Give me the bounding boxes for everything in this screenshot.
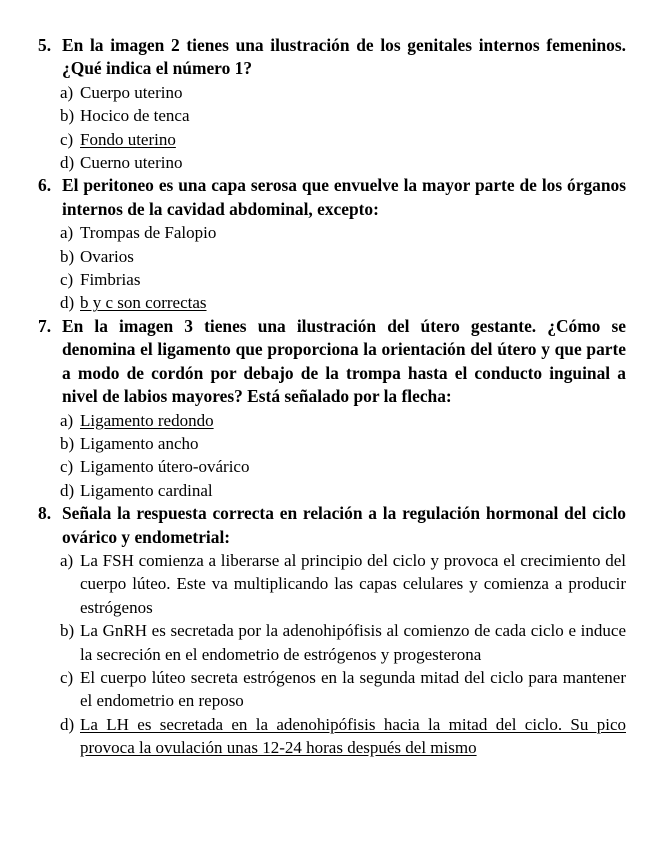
option-text: Ovarios	[80, 246, 134, 266]
option-text-correct: Ligamento redondo	[80, 410, 214, 430]
option-a	[38, 409, 626, 432]
option-letter: b)	[60, 106, 75, 126]
option-letter: d)	[60, 480, 75, 500]
option-letter: c)	[60, 129, 74, 149]
option-a	[38, 549, 626, 619]
option-b	[38, 432, 626, 455]
question-5	[38, 34, 626, 174]
option-text-correct: La LH es secretada en la adenohipófisis hacia la mitad del ciclo. Su pico provoca la ovulación unas 12-24 horas después del mismo	[80, 714, 626, 758]
question-text: En la imagen 2 tienes una ilustración de los genitales internos femeninos. ¿Qué indica el número 1?	[62, 35, 626, 79]
option-list	[38, 549, 626, 760]
option-text: Cuerpo uterino	[80, 82, 183, 102]
question-number: 8.	[38, 503, 52, 524]
option-letter: c)	[60, 667, 74, 687]
option-text-correct: b y c son correctas	[80, 293, 207, 313]
option-c	[38, 268, 626, 291]
option-text: La FSH comienza a liberarse al principio del ciclo y provoca el crecimiento del cuerpo lúteo. Este va multiplicando las capas celulares y comienza a producir estrógenos	[80, 550, 626, 617]
question-number: 7.	[38, 315, 52, 336]
option-letter: a)	[60, 82, 74, 102]
option-letter: d)	[60, 153, 75, 173]
option-text: Ligamento útero-ovárico	[80, 457, 250, 477]
option-text: El cuerpo lúteo secreta estrógenos en la segunda mitad del ciclo para mantener el endometrio en reposo	[80, 667, 626, 711]
option-b	[38, 245, 626, 268]
option-letter: a)	[60, 223, 74, 243]
question-8	[38, 502, 626, 759]
question-6-stem	[38, 174, 626, 221]
question-number: 5.	[38, 35, 52, 55]
option-d	[38, 713, 626, 760]
option-letter: b)	[60, 246, 75, 266]
question-text: Señala la respuesta correcta en relación a la regulación hormonal del ciclo ovárico y endometrial:	[62, 503, 626, 547]
option-c	[38, 128, 626, 151]
option-letter: b)	[60, 621, 75, 641]
option-text: Ligamento cardinal	[80, 480, 213, 500]
option-letter: c)	[60, 270, 74, 290]
option-text: Ligamento ancho	[80, 433, 199, 453]
option-letter: a)	[60, 410, 74, 430]
question-8-stem	[38, 502, 626, 549]
option-text-correct: Fondo uterino	[80, 129, 176, 149]
question-5-stem	[38, 34, 626, 81]
option-text: Hocico de tenca	[80, 106, 190, 126]
question-6	[38, 174, 626, 314]
question-list	[38, 34, 626, 760]
option-c	[38, 455, 626, 478]
question-7	[38, 315, 626, 502]
option-c	[38, 666, 626, 713]
option-list	[38, 221, 626, 315]
option-letter: b)	[60, 433, 75, 453]
option-letter: d)	[60, 714, 75, 734]
option-list	[38, 81, 626, 175]
option-d	[38, 291, 626, 314]
option-b	[38, 619, 626, 666]
option-text: Fimbrias	[80, 270, 141, 290]
option-text: Trompas de Falopio	[80, 223, 217, 243]
question-text: El peritoneo es una capa serosa que envuelve la mayor parte de los órganos internos de la cavidad abdominal, excepto:	[62, 175, 626, 219]
option-a	[38, 221, 626, 244]
option-letter: a)	[60, 550, 74, 570]
option-b	[38, 104, 626, 127]
option-d	[38, 479, 626, 502]
option-list	[38, 409, 626, 503]
option-letter: d)	[60, 293, 75, 313]
option-text: La GnRH es secretada por la adenohipófisis al comienzo de cada ciclo e induce la secreción en el endometrio de estrógenos y progesterona	[80, 621, 626, 664]
option-a	[38, 81, 626, 104]
option-text: Cuerno uterino	[80, 153, 183, 173]
question-number: 6.	[38, 175, 52, 196]
option-letter: c)	[60, 457, 74, 477]
question-7-stem	[38, 315, 626, 409]
question-text: En la imagen 3 tienes una ilustración del útero gestante. ¿Cómo se denomina el ligamento que proporciona la orientación del útero y que parte a modo de cordón por debajo de la trompa hasta el conducto inguinal a nivel de labios mayores? Está señalado por la flecha:	[62, 315, 626, 407]
option-d	[38, 151, 626, 174]
